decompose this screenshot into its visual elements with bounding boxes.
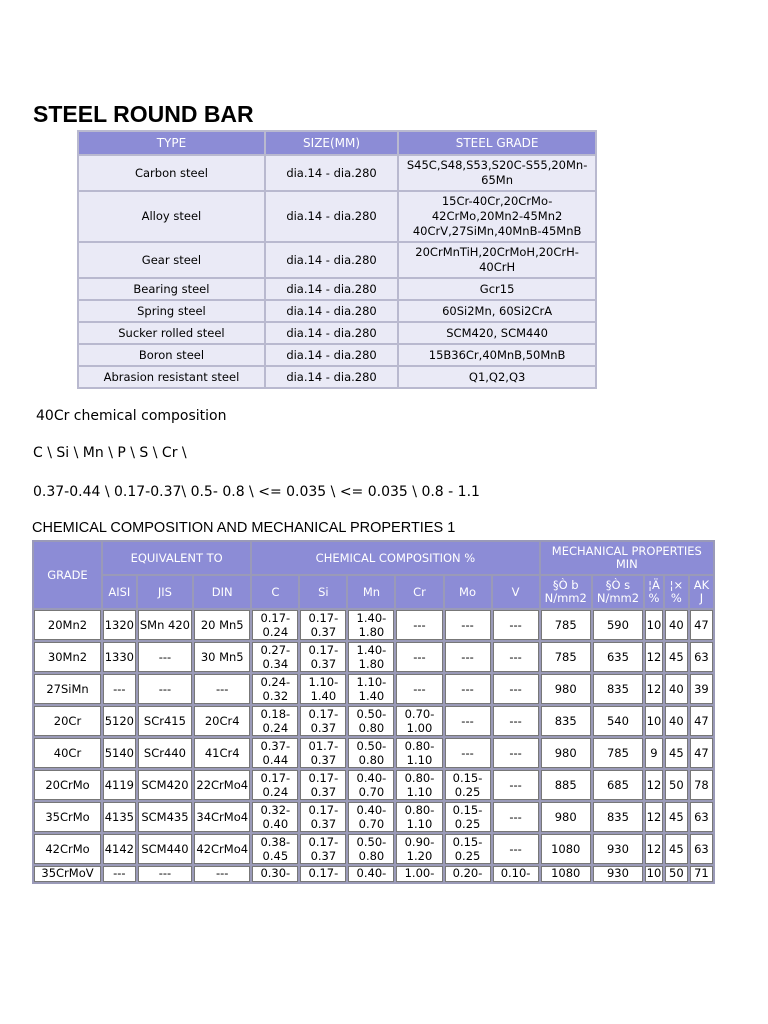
composition-elements: C \ Si \ Mn \ P \ S \ Cr \ xyxy=(33,445,187,461)
header-aisi: AISI xyxy=(103,576,136,608)
cr-cell: 0.90-1.20 xyxy=(396,834,442,864)
reduction-cell: 45 xyxy=(665,642,688,672)
tensile-cell: 785 xyxy=(541,610,591,640)
elongation-cell: 12 xyxy=(645,770,663,800)
table-row xyxy=(34,770,713,800)
table-row xyxy=(34,866,713,882)
v-cell: --- xyxy=(493,642,539,672)
mn-cell: 0.50-0.80 xyxy=(348,738,394,768)
mn-cell: 0.40-0.70 xyxy=(348,770,394,800)
jis-cell: --- xyxy=(138,674,192,704)
mo-cell: --- xyxy=(445,674,491,704)
jis-cell: SCM420 xyxy=(138,770,192,800)
reduction-cell: 50 xyxy=(665,770,688,800)
header-steel-grade: STEEL GRADE xyxy=(399,132,595,154)
yield-cell: 930 xyxy=(593,866,643,882)
mo-cell: 0.15-0.25 xyxy=(445,834,491,864)
table-row xyxy=(79,279,595,299)
composition-table xyxy=(32,540,715,884)
c-cell: 0.37-0.44 xyxy=(252,738,298,768)
din-cell: 22CrMo4 xyxy=(194,770,250,800)
grade-cell: 35CrMo xyxy=(34,802,101,832)
mo-cell: 0.20- xyxy=(445,866,491,882)
yield-cell: 835 xyxy=(593,802,643,832)
header-mechanical: MECHANICAL PROPERTIES MIN xyxy=(541,542,713,574)
type-cell: Gear steel xyxy=(79,243,264,277)
header-reduction: ¦× % xyxy=(665,576,688,608)
table-row xyxy=(79,243,595,277)
elongation-cell: 9 xyxy=(645,738,663,768)
din-cell: 20 Mn5 xyxy=(194,610,250,640)
size-cell: dia.14 - dia.280 xyxy=(266,279,397,299)
header-mo: Mo xyxy=(445,576,491,608)
yield-cell: 785 xyxy=(593,738,643,768)
size-cell: dia.14 - dia.280 xyxy=(266,345,397,365)
table-row xyxy=(79,367,595,387)
si-cell: 0.17- xyxy=(300,866,346,882)
din-cell: 30 Mn5 xyxy=(194,642,250,672)
v-cell: --- xyxy=(493,802,539,832)
mo-cell: --- xyxy=(445,738,491,768)
impact-cell: 63 xyxy=(690,834,713,864)
mn-cell: 0.40-0.70 xyxy=(348,802,394,832)
v-cell: --- xyxy=(493,738,539,768)
v-cell: --- xyxy=(493,706,539,736)
reduction-cell: 45 xyxy=(665,802,688,832)
mo-cell: 0.15-0.25 xyxy=(445,802,491,832)
grade-cell: 20CrMnTiH,20CrMoH,20CrH-40CrH xyxy=(399,243,595,277)
cr-cell: 1.00- xyxy=(396,866,442,882)
v-cell: --- xyxy=(493,770,539,800)
table-row xyxy=(79,301,595,321)
c-cell: 0.17-0.24 xyxy=(252,770,298,800)
mo-cell: 0.15-0.25 xyxy=(445,770,491,800)
impact-cell: 39 xyxy=(690,674,713,704)
impact-cell: 78 xyxy=(690,770,713,800)
table-row xyxy=(34,834,713,864)
tensile-cell: 980 xyxy=(541,738,591,768)
din-cell: --- xyxy=(194,866,250,882)
header-size: SIZE(MM) xyxy=(266,132,397,154)
reduction-cell: 50 xyxy=(665,866,688,882)
elongation-cell: 12 xyxy=(645,642,663,672)
aisi-cell: 1330 xyxy=(103,642,136,672)
din-cell: 41Cr4 xyxy=(194,738,250,768)
elongation-cell: 12 xyxy=(645,834,663,864)
si-cell: 0.17-0.37 xyxy=(300,834,346,864)
c-cell: 0.38-0.45 xyxy=(252,834,298,864)
impact-cell: 47 xyxy=(690,706,713,736)
jis-cell: --- xyxy=(138,642,192,672)
table-row xyxy=(79,192,595,241)
grade-cell: 27SiMn xyxy=(34,674,101,704)
impact-cell: 47 xyxy=(690,738,713,768)
grade-cell: 15B36Cr,40MnB,50MnB xyxy=(399,345,595,365)
header-yield-strength: §Ò s N/mm2 xyxy=(593,576,643,608)
jis-cell: SCr415 xyxy=(138,706,192,736)
header-din: DIN xyxy=(194,576,250,608)
grade-cell: 30Mn2 xyxy=(34,642,101,672)
cr-cell: 0.80-1.10 xyxy=(396,802,442,832)
header-cr: Cr xyxy=(396,576,442,608)
tensile-cell: 1080 xyxy=(541,866,591,882)
header-grade: GRADE xyxy=(34,542,101,608)
si-cell: 0.17-0.37 xyxy=(300,610,346,640)
si-cell: 1.10-1.40 xyxy=(300,674,346,704)
yield-cell: 540 xyxy=(593,706,643,736)
c-cell: 0.17-0.24 xyxy=(252,610,298,640)
header-chemical: CHEMICAL COMPOSITION % xyxy=(252,542,538,574)
composition-values: 0.37-0.44 \ 0.17-0.37\ 0.5- 0.8 \ <= 0.035 \ <= 0.035 \ 0.8 - 1.1 xyxy=(33,484,480,500)
grade-cell: 40Cr xyxy=(34,738,101,768)
yield-cell: 685 xyxy=(593,770,643,800)
tensile-cell: 835 xyxy=(541,706,591,736)
table-row xyxy=(34,674,713,704)
v-cell: --- xyxy=(493,834,539,864)
si-cell: 0.17-0.37 xyxy=(300,706,346,736)
v-cell: 0.10- xyxy=(493,866,539,882)
yield-cell: 835 xyxy=(593,674,643,704)
round-bar-table xyxy=(77,130,597,389)
v-cell: --- xyxy=(493,610,539,640)
type-cell: Abrasion resistant steel xyxy=(79,367,264,387)
header-elongation: ¦Ä % xyxy=(645,576,663,608)
c-cell: 0.32-0.40 xyxy=(252,802,298,832)
tensile-cell: 785 xyxy=(541,642,591,672)
elongation-cell: 10 xyxy=(646,866,662,880)
c-cell: 0.30- xyxy=(252,866,298,882)
table-row xyxy=(34,610,713,640)
grade-cell: Gcr15 xyxy=(399,279,595,299)
size-cell: dia.14 - dia.280 xyxy=(266,367,397,387)
c-cell: 0.18-0.24 xyxy=(252,706,298,736)
aisi-cell: 5140 xyxy=(103,738,136,768)
mo-cell: --- xyxy=(445,610,491,640)
header-mn: Mn xyxy=(348,576,394,608)
jis-cell: SCM435 xyxy=(138,802,192,832)
cr-cell: --- xyxy=(396,610,442,640)
si-cell: 01.7-0.37 xyxy=(300,738,346,768)
tensile-cell: 980 xyxy=(541,674,591,704)
cr-cell: --- xyxy=(396,674,442,704)
type-cell: Alloy steel xyxy=(79,192,264,241)
grade-cell: 35CrMoV xyxy=(34,866,101,882)
si-cell: 0.17-0.37 xyxy=(300,770,346,800)
header-impact: AK J xyxy=(690,576,713,608)
type-cell: Boron steel xyxy=(79,345,264,365)
type-cell: Spring steel xyxy=(79,301,264,321)
cr-cell: --- xyxy=(396,642,442,672)
mn-cell: 0.50-0.80 xyxy=(348,834,394,864)
grade-cell: 42CrMo xyxy=(34,834,101,864)
yield-cell: 590 xyxy=(593,610,643,640)
yield-cell: 930 xyxy=(593,834,643,864)
header-v: V xyxy=(493,576,539,608)
jis-cell: SCM440 xyxy=(138,834,192,864)
v-cell: --- xyxy=(493,674,539,704)
reduction-cell: 40 xyxy=(665,706,688,736)
table-caption: CHEMICAL COMPOSITION AND MECHANICAL PROPERTIES 1 xyxy=(32,520,456,536)
grade-cell: 20CrMo xyxy=(34,770,101,800)
grade-cell: Q1,Q2,Q3 xyxy=(399,367,595,387)
table-row xyxy=(79,345,595,365)
c-cell: 0.24-0.32 xyxy=(252,674,298,704)
din-cell: 20Cr4 xyxy=(194,706,250,736)
reduction-cell: 40 xyxy=(665,674,688,704)
aisi-cell: 4142 xyxy=(103,834,136,864)
reduction-cell: 45 xyxy=(665,834,688,864)
grade-cell: 20Mn2 xyxy=(34,610,101,640)
table-row xyxy=(34,642,713,672)
elongation-cell: 12 xyxy=(645,802,663,832)
impact-cell: 71 xyxy=(690,866,713,882)
header-equivalent: EQUIVALENT TO xyxy=(103,542,250,574)
table-row xyxy=(34,802,713,832)
composition-heading: 40Cr chemical composition xyxy=(36,408,227,424)
tensile-cell: 1080 xyxy=(541,834,591,864)
header-type: TYPE xyxy=(79,132,264,154)
din-cell: 42CrMo4 xyxy=(194,834,250,864)
size-cell: dia.14 - dia.280 xyxy=(266,156,397,190)
table-row xyxy=(79,156,595,190)
mn-cell: 0.50-0.80 xyxy=(348,706,394,736)
size-cell: dia.14 - dia.280 xyxy=(266,323,397,343)
tensile-cell: 980 xyxy=(541,802,591,832)
table-row xyxy=(79,323,595,343)
tensile-cell: 885 xyxy=(541,770,591,800)
si-cell: 0.17-0.37 xyxy=(300,802,346,832)
aisi-cell: 4119 xyxy=(103,770,136,800)
type-cell: Sucker rolled steel xyxy=(79,323,264,343)
header-si: Si xyxy=(300,576,346,608)
aisi-cell: --- xyxy=(103,866,136,882)
impact-cell: 63 xyxy=(690,802,713,832)
reduction-cell: 45 xyxy=(665,738,688,768)
reduction-cell: 40 xyxy=(665,610,688,640)
jis-cell: --- xyxy=(138,866,192,882)
elongation-cell: 10 xyxy=(645,610,663,640)
header-jis: JIS xyxy=(138,576,192,608)
type-cell: Carbon steel xyxy=(79,156,264,190)
mn-cell: 0.40- xyxy=(348,866,394,882)
header-c: C xyxy=(252,576,298,608)
aisi-cell: 5120 xyxy=(103,706,136,736)
cr-cell: 0.70-1.00 xyxy=(396,706,442,736)
cr-cell: 0.80-1.10 xyxy=(396,738,442,768)
type-cell: Bearing steel xyxy=(79,279,264,299)
mn-cell: 1.40-1.80 xyxy=(348,610,394,640)
si-cell: 0.17-0.37 xyxy=(300,642,346,672)
table-row xyxy=(34,706,713,736)
din-cell: --- xyxy=(194,674,250,704)
aisi-cell: 4135 xyxy=(103,802,136,832)
mo-cell: --- xyxy=(445,706,491,736)
elongation-cell: 12 xyxy=(645,674,663,704)
size-cell: dia.14 - dia.280 xyxy=(266,192,397,241)
aisi-cell: 1320 xyxy=(103,610,136,640)
mn-cell: 1.40-1.80 xyxy=(348,642,394,672)
table-row xyxy=(34,738,713,768)
impact-cell: 47 xyxy=(690,610,713,640)
jis-cell: SCr440 xyxy=(138,738,192,768)
impact-cell: 63 xyxy=(690,642,713,672)
yield-cell: 635 xyxy=(593,642,643,672)
grade-cell: 20Cr xyxy=(34,706,101,736)
cr-cell: 0.80-1.10 xyxy=(396,770,442,800)
size-cell: dia.14 - dia.280 xyxy=(266,301,397,321)
grade-cell: 60Si2Mn, 60Si2CrA xyxy=(399,301,595,321)
jis-cell: SMn 420 xyxy=(138,610,192,640)
grade-cell: S45C,S48,S53,S20C-S55,20Mn-65Mn xyxy=(399,156,595,190)
header-tensile-strength: §Ò b N/mm2 xyxy=(541,576,591,608)
size-cell: dia.14 - dia.280 xyxy=(266,243,397,277)
mo-cell: --- xyxy=(445,642,491,672)
mn-cell: 1.10-1.40 xyxy=(348,674,394,704)
c-cell: 0.27-0.34 xyxy=(252,642,298,672)
elongation-cell: 10 xyxy=(645,706,663,736)
grade-cell: SCM420, SCM440 xyxy=(399,323,595,343)
grade-cell: 15Cr-40Cr,20CrMo-42CrMo,20Mn2-45Mn2 40CrV,27SiMn,40MnB-45MnB xyxy=(399,192,595,241)
page-title: STEEL ROUND BAR xyxy=(33,101,254,127)
aisi-cell: --- xyxy=(103,674,136,704)
din-cell: 34CrMo4 xyxy=(194,802,250,832)
